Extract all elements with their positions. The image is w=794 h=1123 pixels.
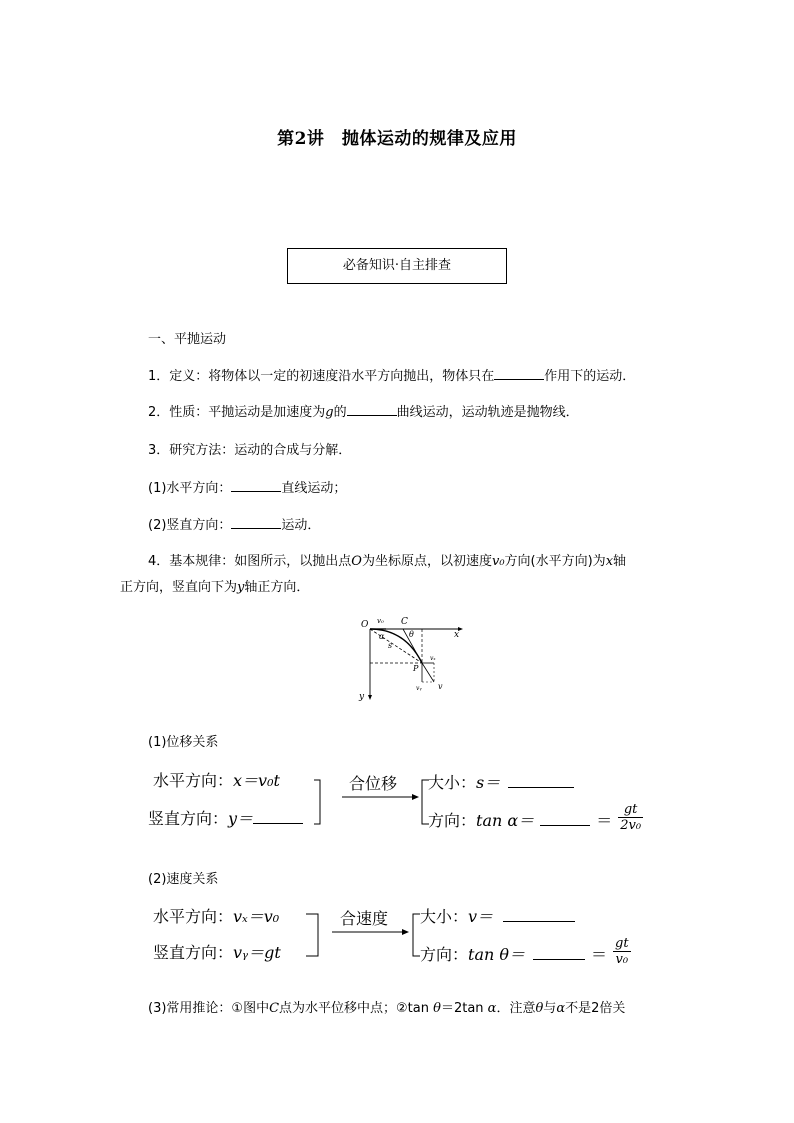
vel-fraction: $\frac{gt}{\text{v₀}}$ xyxy=(615,936,629,967)
item-horizontal: (1)水平方向： 直线运动； xyxy=(148,481,347,496)
section-box: 必备知识·自主排查 xyxy=(287,248,507,284)
page-title: 第2讲 抛体运动的规律及应用 xyxy=(277,129,517,149)
label-P: P xyxy=(413,664,419,673)
blank xyxy=(231,517,281,529)
label-x: x xyxy=(454,630,460,640)
right-bracket xyxy=(306,914,318,956)
vel-magnitude: 大小：v＝ xyxy=(420,904,575,927)
velocity-heading: (2)速度关系 xyxy=(148,872,219,887)
displacement-heading: (1)位移关系 xyxy=(148,735,219,750)
label-vx: vₓ xyxy=(430,655,436,662)
item-basic-law-line1: 4．基本规律：如图所示，以抛出点O为坐标原点，以初速度v₀方向(水平方向)为x轴 xyxy=(148,554,627,569)
vel-arrow-label: 合速度 xyxy=(340,909,389,928)
label-O: O xyxy=(361,620,369,630)
blank xyxy=(540,813,590,826)
disp-magnitude: 大小：s＝ xyxy=(428,770,574,793)
v-vector xyxy=(422,663,434,682)
blank xyxy=(253,811,303,824)
item-definition: 1．定义：将物体以一定的初速度沿水平方向抛出，物体只在 作用下的运动． xyxy=(148,369,636,384)
disp-arrow-label: 合位移 xyxy=(349,774,398,793)
label-theta: θ xyxy=(409,630,414,639)
inference-line: (3)常用推论：①图中C点为水平位移中点；②tan θ＝2tan α．注意θ与α不是2倍关 xyxy=(148,1001,626,1016)
label-C: C xyxy=(401,617,408,627)
item-property: 2．性质：平抛运动是加速度为g的 曲线运动，运动轨迹是抛物线． xyxy=(148,405,579,420)
disp-horizontal: 水平方向：x＝v₀t xyxy=(153,771,280,790)
vel-horizontal: 水平方向：vₓ＝v₀ xyxy=(153,907,280,926)
disp-fraction: $\frac{gt}{\text{2v₀}}$ xyxy=(620,802,642,833)
blank xyxy=(533,947,585,960)
label-v0: v₀ xyxy=(377,617,384,625)
vel-direction: 方向：tan θ＝ ＝ $\frac{gt}{\text{v₀}}$ xyxy=(420,936,629,967)
label-y: y xyxy=(359,692,365,702)
label-s: s xyxy=(388,641,393,650)
blank xyxy=(494,368,544,380)
item-method: 3．研究方法：运动的合成与分解． xyxy=(148,443,352,458)
label-v: v xyxy=(438,682,443,691)
blank xyxy=(347,404,397,416)
item-basic-law-line2: 正方向，竖直向下为y轴正方向． xyxy=(120,580,310,595)
vel-vertical: 竖直方向：vᵧ＝gt xyxy=(153,943,281,962)
item-vertical: (2)竖直方向： 运动． xyxy=(148,518,321,533)
label-alpha: α xyxy=(379,632,385,641)
section-heading: 一、平抛运动 xyxy=(148,332,227,347)
blank xyxy=(503,909,575,922)
blank xyxy=(508,775,574,788)
blank xyxy=(231,480,281,492)
right-bracket xyxy=(314,780,320,824)
disp-vertical: 竖直方向：y＝ xyxy=(148,806,303,829)
disp-direction: 方向：tan α＝ ＝ $\frac{gt}{\text{2v₀}}$ xyxy=(428,802,642,833)
y-axis-arrow xyxy=(368,695,372,700)
label-vy: vᵧ xyxy=(416,685,422,692)
projectile-diagram xyxy=(350,610,470,705)
